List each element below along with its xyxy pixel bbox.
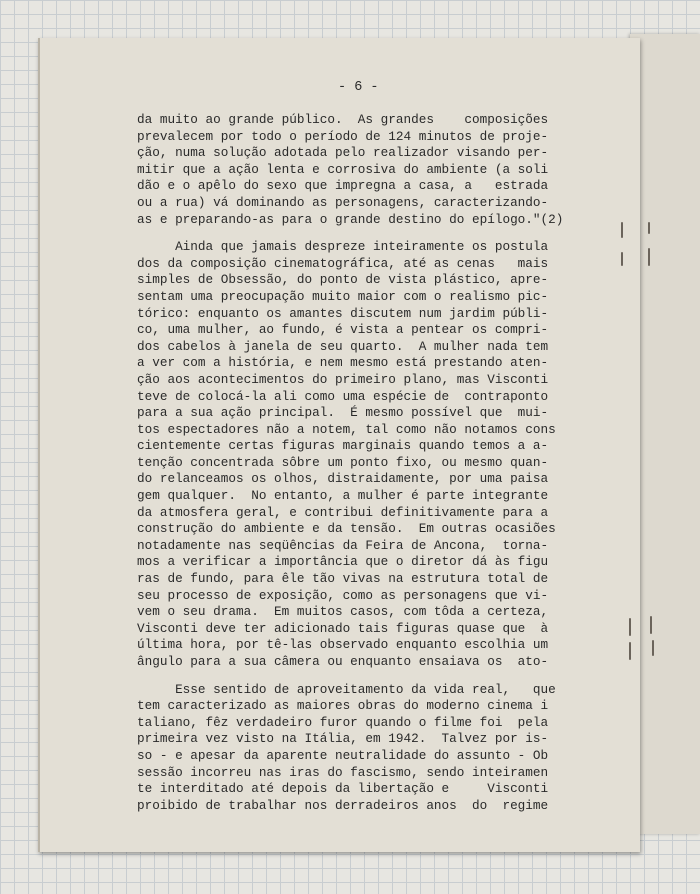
text-line: mitir que a ação lenta e corrosiva do ambiente (a soli (137, 161, 549, 177)
text-line: para a sua ação principal. É mesmo possível que mui- (137, 405, 549, 421)
text-line: vem o seu drama. Em muitos casos, com tôda a certeza, (137, 604, 549, 620)
text-line: a ver com a história, e nem mesmo está prestando aten- (137, 355, 549, 371)
text-line: notadamente nas seqüências da Feira de Ancona, torna- (137, 537, 549, 553)
paragraph-1 (137, 112, 592, 228)
text-line: ras de fundo, para êle tão vivas na estrutura total de (137, 571, 549, 587)
binding-mark (629, 618, 631, 636)
text-line: sessão incorreu nas iras do fascismo, sendo inteiramen (137, 764, 549, 780)
binding-mark (650, 616, 652, 634)
text-line: tórico: enquanto os amantes discutem num jardim públi- (137, 305, 549, 321)
text-line: so - e apesar da aparente neutralidade do assunto - Ob (137, 747, 549, 763)
paragraph-2 (137, 239, 592, 670)
text-line: construção do ambiente e da tensão. Em outras ocasiões (137, 521, 556, 537)
text-line: última hora, por tê-las observado enquanto escolhia um (137, 637, 549, 653)
text-line: cientemente certas figuras marginais quando temos a a- (137, 438, 549, 454)
binding-mark (621, 222, 623, 238)
text-line: ção aos acontecimentos do primeiro plano, mas Visconti (137, 371, 549, 387)
text-line: ângulo para a sua câmera ou enquanto ensaiava os ato- (137, 654, 549, 669)
text-line: seu processo de exposição, como as personagens que vi- (137, 587, 549, 603)
text-line: do relanceamos os olhos, distraidamente, por uma paisa (137, 471, 549, 487)
text-line: sentam uma preocupação muito maior com o realismo pic- (137, 288, 549, 304)
binding-mark (648, 248, 650, 266)
text-line: proibido de trabalhar nos derradeiros anos do regime (137, 797, 549, 813)
binding-mark (621, 252, 623, 266)
text-line: dos da composição cinematográfica, até as cenas mais (137, 255, 549, 271)
paragraph-3 (137, 682, 592, 815)
text-line: simples de Obsessão, do ponto de vista plástico, apre- (137, 272, 549, 288)
text-line: Visconti deve ter adicionado tais figuras quase que à (137, 620, 549, 636)
text-line: mos a verificar a importância que o diretor dá às figu (137, 554, 549, 570)
text-line: ou a rua) vá dominando as personagens, caracterizando- (137, 194, 549, 210)
page-number: - 6 - (338, 80, 379, 95)
text-line: teve de colocá-la ali como uma espécie de contraponto (137, 388, 549, 404)
page-body (137, 112, 592, 814)
text-line: tenção concentrada sôbre um ponto fixo, ou mesmo quan- (137, 454, 549, 470)
next-sheet-edge (630, 34, 700, 834)
text-line: dão e o apêlo do sexo que impregna a casa, a estrada (137, 178, 549, 194)
binding-mark (648, 222, 650, 234)
text-line: te interditado até depois da libertação e Visconti (137, 781, 549, 797)
text-line: Ainda que jamais despreze inteiramente os postula (137, 239, 549, 255)
text-line: ção, numa solução adotada pelo realizador visando per- (137, 145, 549, 161)
text-line: co, uma mulher, ao fundo, é vista a pentear os compri- (137, 322, 549, 338)
text-line: Esse sentido de aproveitamento da vida real, que (137, 681, 556, 697)
text-line: taliano, fêz verdadeiro furor quando o filme foi pela (137, 714, 549, 730)
text-line: tem caracterizado as maiores obras do moderno cinema i (137, 698, 549, 714)
text-line: tos espectadores não a notem, tal como não notamos cons (137, 421, 556, 437)
text-line: as e preparando-as para o grande destino do epílogo."(2) (137, 211, 564, 227)
binding-mark (652, 640, 654, 656)
text-line: gem qualquer. No entanto, a mulher é parte integrante (137, 488, 549, 504)
text-line: prevalecem por todo o período de 124 minutos de proje- (137, 128, 549, 144)
text-line: dos cabelos à janela de seu quarto. A mulher nada tem (137, 338, 549, 354)
text-line: da muito ao grande público. As grandes composições (137, 112, 549, 127)
text-line: da atmosfera geral, e contribui definitivamente para a (137, 504, 549, 520)
binding-mark (629, 642, 631, 660)
text-line: primeira vez visto na Itália, em 1942. Talvez por is- (137, 731, 549, 747)
